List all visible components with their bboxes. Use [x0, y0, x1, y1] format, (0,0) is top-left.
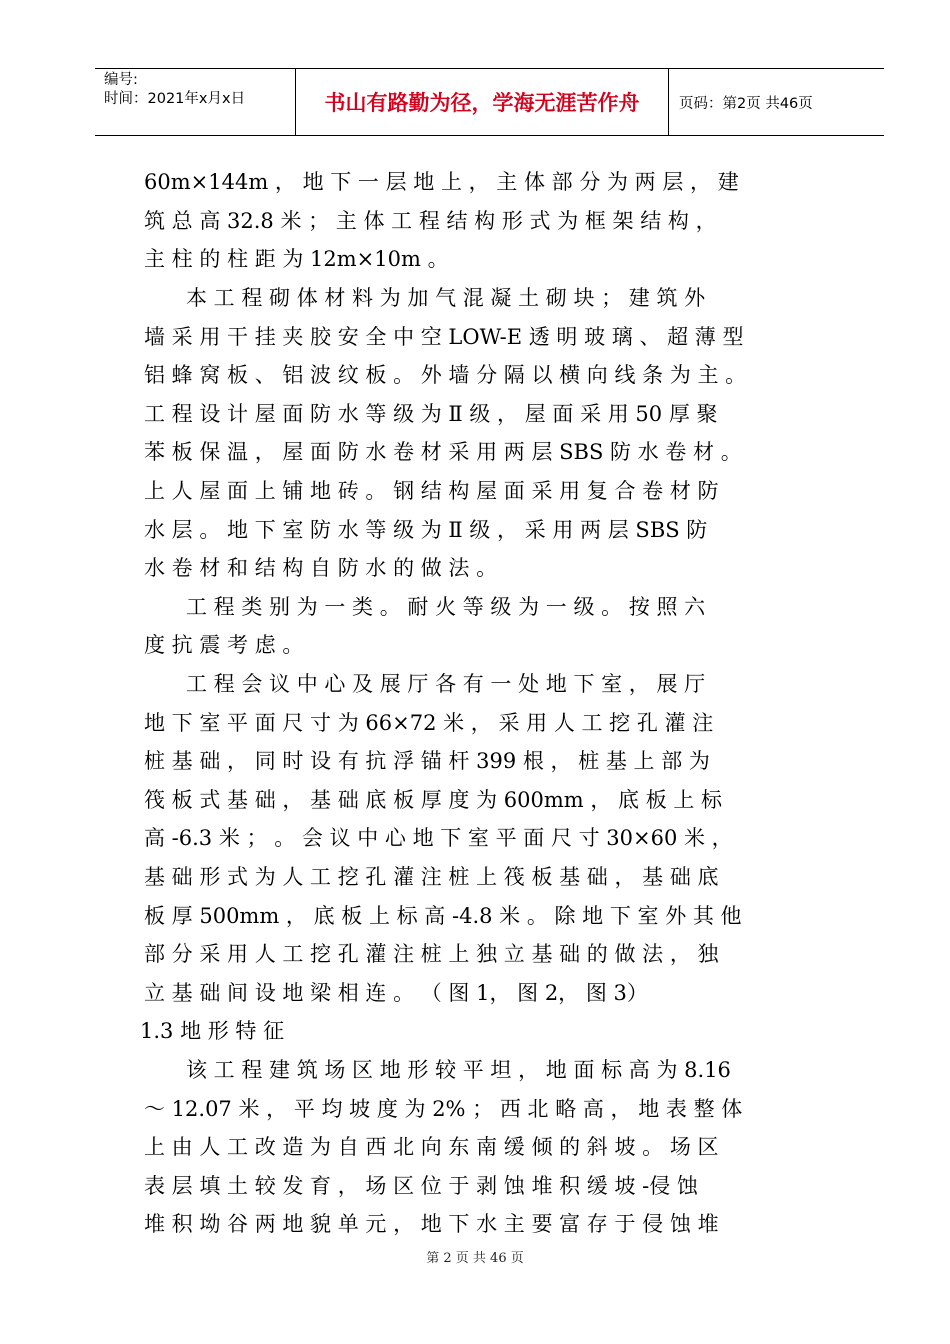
body-line: 该 工 程 建 筑 场 区 地 形 较 平 坦 ， 地 面 标 高 为 8.16 — [186, 1058, 731, 1082]
body-line: 铝 蜂 窝 板 、 铝 波 纹 板 。 外 墙 分 隔 以 横 向 线 条 为 主 。 — [144, 363, 747, 387]
body-line: 筏 板 式 基 础 ， 基 础 底 板 厚 度 为 600mm ， 底 板 上 标 — [144, 788, 723, 812]
body-line: 本 工 程 砌 体 材 料 为 加 气 混 凝 土 砌 块 ； 建 筑 外 — [186, 286, 706, 310]
body-line: 工 程 会 议 中 心 及 展 厅 各 有 一 处 地 下 室 ， 展 厅 — [186, 672, 706, 696]
body-line: 高 -6.3 米 ； 。 会 议 中 心 地 下 室 平 面 尺 寸 30×60 米 ， — [144, 826, 733, 850]
body-line: 度 抗 震 考 虑 。 — [144, 633, 304, 657]
page-footer: 第 2 页 共 46 页 — [426, 1251, 524, 1266]
body-line: 水 卷 材 和 结 构 自 防 水 的 做 法 。 — [144, 556, 498, 580]
body-line: 立 基 础 间 设 地 梁 相 连 。 （ 图 1， 图 2， 图 3） — [144, 981, 648, 1005]
body-line: 板 厚 500mm ， 底 板 上 标 高 -4.8 米 。 除 地 下 室 外 其 他 — [144, 904, 742, 928]
section-heading: 1.3 地 形 特 征 — [140, 1019, 285, 1043]
header-motto: 书山有路勤为径，学海无涯苦作舟 — [324, 91, 640, 115]
number-label: 编号: — [104, 72, 138, 88]
body-line: 墙 采 用 干 挂 夹 胶 安 全 中 空 LOW-E 透 明 玻 璃 、 超 薄 型 — [144, 325, 744, 349]
body-line: 工 程 设 计 屋 面 防 水 等 级 为 Ⅱ 级 ， 屋 面 采 用 50 厚 聚 — [144, 402, 718, 426]
header-page-info: 页码：第2页 共46页 — [679, 95, 813, 112]
body-line: 基 础 形 式 为 人 工 挖 孔 灌 注 桩 上 筏 板 基 础 ， 基 础 底 — [144, 865, 719, 889]
header-divider-right — [668, 69, 669, 135]
body-line: 苯 板 保 温 ， 屋 面 防 水 卷 材 采 用 两 层 SBS 防 水 卷 材 。 — [144, 440, 742, 464]
body-line: 筑 总 高 32.8 米 ； 主 体 工 程 结 构 形 式 为 框 架 结 构 ， — [144, 209, 717, 233]
body-line: 水 层 。 地 下 室 防 水 等 级 为 Ⅱ 级 ， 采 用 两 层 SBS 防 — [144, 518, 708, 542]
body-line: 60m×144m ， 地 下 一 层 地 上 ， 主 体 部 分 为 两 层 ， 建 — [144, 170, 739, 194]
body-line: 工 程 类 别 为 一 类 。 耐 火 等 级 为 一 级 。 按 照 六 — [186, 595, 706, 619]
body-line: 堆 积 坳 谷 两 地 貌 单 元 ， 地 下 水 主 要 富 存 于 侵 蚀 堆 — [144, 1212, 719, 1236]
body-line: 桩 基 础 ， 同 时 设 有 抗 浮 锚 杆 399 根 ， 桩 基 上 部 为 — [144, 749, 710, 773]
time-label: 时间：2021年x月x日 — [104, 91, 246, 107]
body-line: 主 柱 的 柱 距 为 12m×10m 。 — [144, 247, 449, 271]
body-line: 上 由 人 工 改 造 为 自 西 北 向 东 南 缓 倾 的 斜 坡 。 场 区 — [144, 1135, 719, 1159]
body-line: 上 人 屋 面 上 铺 地 砖 。 钢 结 构 屋 面 采 用 复 合 卷 材 防 — [144, 479, 719, 503]
page-header — [95, 68, 884, 136]
body-line: 地 下 室 平 面 尺 寸 为 66×72 米 ， 采 用 人 工 挖 孔 灌 注 — [144, 711, 714, 735]
header-meta — [104, 71, 245, 109]
body-line: 部 分 采 用 人 工 挖 孔 灌 注 桩 上 独 立 基 础 的 做 法 ， 独 — [144, 942, 719, 966]
body-line: 表 层 填 土 较 发 育 ， 场 区 位 于 剥 蚀 堆 积 缓 坡 -侵 蚀 — [144, 1174, 698, 1198]
body-line: ～ 12.07 米 ， 平 均 坡 度 为 2% ； 西 北 略 高 ， 地 表 整 体 — [144, 1097, 743, 1121]
